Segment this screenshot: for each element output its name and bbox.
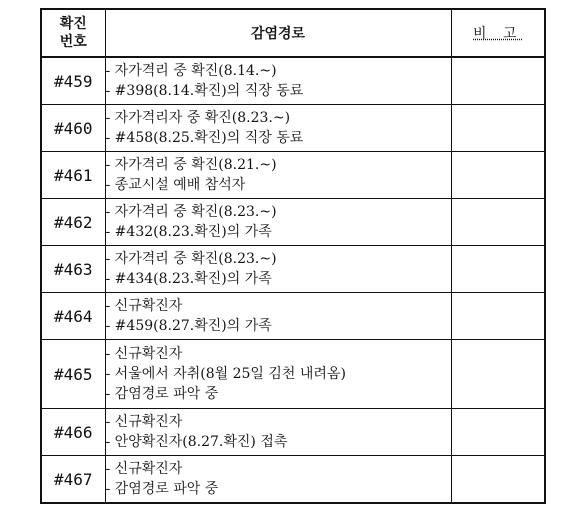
table-row	[41, 152, 545, 199]
route-line: - 신규확진자	[105, 298, 183, 314]
route-line: - 안양확진자(8.27.확진) 접촉	[105, 434, 288, 450]
note-cell	[451, 199, 545, 246]
table-row	[41, 340, 545, 409]
infection-route-cell	[105, 199, 451, 246]
route-line: - 감염경로 파악 중	[105, 386, 219, 402]
case-number-cell: #460	[41, 105, 105, 152]
table-row	[41, 57, 545, 105]
header-infection-route: 감염경로	[105, 9, 451, 57]
route-line: - #398(8.14.확진)의 직장 동료	[105, 83, 304, 99]
route-line: - 신규확진자	[105, 461, 183, 477]
header-case-number-line1: 확진	[59, 16, 87, 32]
infection-route-cell	[105, 456, 451, 504]
route-line: - 자가격리 중 확진(8.23.~)	[105, 204, 277, 220]
note-cell	[451, 152, 545, 199]
note-cell	[451, 57, 545, 105]
case-number-cell: #463	[41, 246, 105, 293]
table-row	[41, 246, 545, 293]
case-number-cell: #467	[41, 456, 105, 504]
infection-route-cell	[105, 409, 451, 456]
table-body	[41, 57, 545, 503]
case-number-cell: #461	[41, 152, 105, 199]
header-note	[451, 9, 545, 57]
route-line: - #458(8.25.확진)의 직장 동료	[105, 130, 304, 146]
case-number-cell: #465	[41, 340, 105, 409]
route-line: - #459(8.27.확진)의 가족	[105, 318, 272, 334]
table-row	[41, 456, 545, 504]
table-header-row	[41, 9, 545, 57]
infection-route-cell	[105, 152, 451, 199]
note-cell	[451, 246, 545, 293]
route-line: - 자가격리 중 확진(8.23.~)	[105, 251, 277, 267]
route-line: - #434(8.23.확진)의 가족	[105, 271, 272, 287]
route-line: - 자가격리 중 확진(8.14.~)	[105, 63, 277, 79]
table-row	[41, 409, 545, 456]
route-line: - #432(8.23.확진)의 가족	[105, 224, 272, 240]
table-row	[41, 199, 545, 246]
infection-route-cell	[105, 57, 451, 105]
route-line: - 종교시설 예배 참석자	[105, 177, 246, 193]
table-row	[41, 105, 545, 152]
note-cell	[451, 409, 545, 456]
note-cell	[451, 456, 545, 504]
note-cell	[451, 340, 545, 409]
route-line: - 신규확진자	[105, 414, 183, 430]
infection-route-cell	[105, 246, 451, 293]
note-cell	[451, 105, 545, 152]
table-row	[41, 293, 545, 340]
route-line: - 자가격리자 중 확진(8.23.~)	[105, 110, 291, 126]
header-note-label: 비 고	[473, 26, 523, 42]
case-number-cell: #466	[41, 409, 105, 456]
case-number-cell: #462	[41, 199, 105, 246]
infection-route-cell	[105, 340, 451, 409]
route-line: - 자가격리 중 확진(8.21.~)	[105, 157, 277, 173]
route-line: - 신규확진자	[105, 346, 183, 362]
route-line: - 서울에서 자취(8월 25일 김천 내려옴)	[105, 366, 346, 382]
case-number-cell: #464	[41, 293, 105, 340]
infection-route-cell	[105, 293, 451, 340]
header-case-number-line2: 번호	[59, 34, 87, 50]
header-case-number	[41, 9, 105, 57]
confirmed-cases-table	[40, 8, 546, 504]
case-number-cell: #459	[41, 57, 105, 105]
note-cell	[451, 293, 545, 340]
route-line: - 감염경로 파악 중	[105, 481, 219, 497]
infection-route-cell	[105, 105, 451, 152]
